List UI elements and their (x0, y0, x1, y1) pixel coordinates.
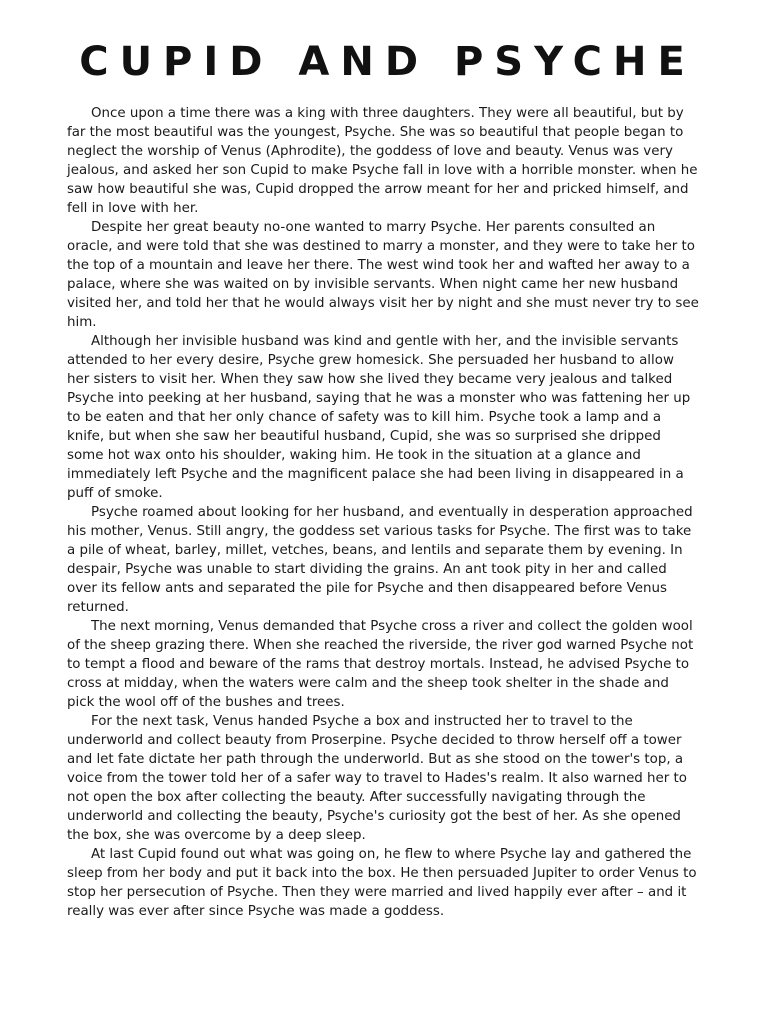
paragraph-2: Despite her great beauty no-one wanted to marry Psyche. Her parents consulted an oracle, and were told that she was destined to marry a monster, and they were to take her to the top of a mountain and leave her there. The west wind took her and wafted her away to a palace, where she was waited on by invisible servants. When night came her new husband visited her, and told her that he would always visit her by night and she must never try to see him. (67, 220, 699, 330)
paragraph-4: Psyche roamed about looking for her husband, and eventually in desperation approached his mother, Venus. Still angry, the goddess set various tasks for Psyche. The first was to take a pile of wheat, barley, millet, vetches, beans, and lentils and separate them by evening. In despair, Psyche was unable to start dividing the grains. An ant took pity in her and called over its fellow ants and separated the pile for Psyche and then disappeared before Venus returned. (67, 505, 693, 615)
paragraph-5: The next morning, Venus demanded that Psyche cross a river and collect the golden wool of the sheep grazing there. When she reached the riverside, the river god warned Psyche not to tempt a flood and beware of the rams that destroy mortals. Instead, he advised Psyche to cross at midday, when the waters were calm and the sheep took shelter in the shade and pick the wool off of the bushes and trees. (67, 619, 694, 710)
story-body (67, 104, 700, 921)
paragraph-7: At last Cupid found out what was going on, he flew to where Psyche lay and gathered the sleep from her body and put it back into the box. He then persuaded Jupiter to order Venus to stop her persecution of Psyche. Then they were married and lived happily ever after – and it really was ever after since Psyche was made a goddess. (67, 847, 697, 919)
paragraph-6: For the next task, Venus handed Psyche a box and instructed her to travel to the underworld and collect beauty from Proserpine. Psyche decided to throw herself off a tower and let fate dictate her path through the underworld. But as she stood on the tower's top, a voice from the tower told her of a safer way to travel to Hades's realm. It also warned her to not open the box after collecting the beauty. After successfully navigating through the underworld and collecting the beauty, Psyche's curiosity got the best of her. As she opened the box, she was overcome by a deep sleep. (67, 714, 687, 843)
paragraph-3: Although her invisible husband was kind and gentle with her, and the invisible servants attended to her every desire, Psyche grew homesick. She persuaded her husband to allow her sisters to visit her. When they saw how she lived they became very jealous and talked Psyche into peeking at her husband, saying that he was a monster who was fattening her up to be eaten and that her only chance of safety was to kill him. Psyche took a lamp and a knife, but when she saw her beautiful husband, Cupid, she was so surprised she dripped some hot wax onto his shoulder, waking him. He took in the situation at a glance and immediately left Psyche and the magnificent palace she had been living in disappeared in a puff of smoke. (67, 334, 691, 501)
paragraph-1: Once upon a time there was a king with three daughters. They were all beautiful, but by far the most beautiful was the youngest, Psyche. She was so beautiful that people began to neglect the worship of Venus (Aphrodite), the goddess of love and beauty. Venus was very jealous, and asked her son Cupid to make Psyche fall in love with a horrible monster. when he saw how beautiful she was, Cupid dropped the arrow meant for her and pricked himself, and fell in love with her. (67, 106, 698, 216)
page-title: CUPID AND PSYCHE (79, 39, 696, 85)
